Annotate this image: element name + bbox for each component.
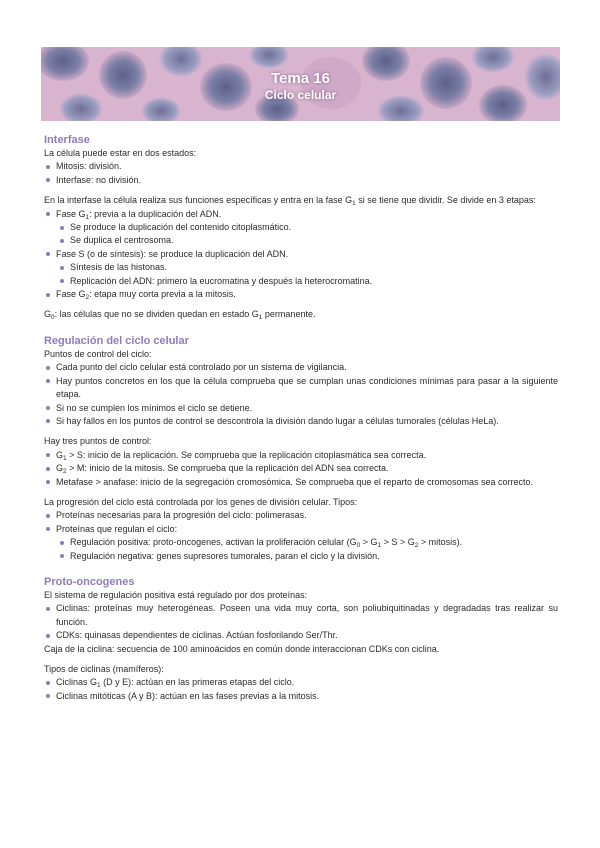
- document-subtitle: Ciclo celular: [264, 88, 337, 102]
- section-heading-regulacion: Regulación del ciclo celular: [44, 334, 189, 347]
- list-item: Si hay fallos en los puntos de control se descontrola la división dando lugar a células tumorales (células HeLa).: [44, 415, 558, 428]
- list-item: Fase $G_1$: previa a la duplicación del ADN. Se produce la duplicación del contenido citoplasmático. Se duplica el centrosoma.: [44, 208, 558, 248]
- paragraph: En la interfase la célula realiza sus funciones específicas y entra en la fase $G_1$ si se tiene que dividir. Se divide en 3 etapas:: [44, 195, 536, 208]
- paragraph: Hay tres puntos de control:: [44, 436, 152, 447]
- section-heading-interfase: Interfase: [44, 134, 90, 146]
- list-item: Regulación negativa: genes supresores tumorales, paran el ciclo y la división.: [58, 550, 558, 563]
- list-item: Fase $G_2$: etapa muy corta previa a la mitosis.: [44, 288, 558, 301]
- document-body: [44, 133, 558, 703]
- sub-bullet-list: [58, 221, 558, 248]
- header-banner: [41, 47, 560, 121]
- bullet-list: [44, 602, 558, 642]
- list-item: Se duplica el centrosoma.: [58, 234, 558, 247]
- paragraph: La célula puede estar en dos estados:: [44, 148, 197, 158]
- sub-bullet-list: [58, 261, 558, 288]
- list-item: CDKs: quinasas dependientes de ciclinas. Actúan fosforilando Ser/Thr.: [44, 629, 558, 642]
- list-item: Se produce la duplicación del contenido citoplasmático.: [58, 221, 558, 234]
- bullet-list: [44, 160, 558, 187]
- list-item: Cada punto del ciclo celular está controlado por un sistema de vigilancia.: [44, 361, 558, 374]
- list-item: Interfase: no división.: [44, 174, 558, 187]
- list-item: Fase S (o de síntesis): se produce la duplicación del ADN. Síntesis de las histonas. Replicación del ADN: primero la eucromatina y después la heterocromatina.: [44, 248, 558, 288]
- list-item: Metafase > anafase: inicio de la segregación cromosómica. Se comprueba que el reparto de cromosomas sea correcto.: [44, 476, 558, 489]
- bullet-list: [44, 509, 558, 563]
- list-item: Síntesis de las histonas.: [58, 261, 558, 274]
- list-item: $G_1 > S$: inicio de la replicación. Se comprueba que la replicación citoplasmática sea correcta.: [44, 449, 558, 462]
- paragraph: El sistema de regulación positiva está regulado por dos proteínas:: [44, 589, 308, 600]
- list-item: Replicación del ADN: primero la eucromatina y después la heterocromatina.: [58, 275, 558, 288]
- list-item: $G_2 > M$: inicio de la mitosis. Se comprueba que la replicación del ADN sea correcta.: [44, 462, 558, 475]
- paragraph: Puntos de control del ciclo:: [44, 348, 152, 359]
- list-item: Regulación positiva: proto-oncogenes, activan la proliferación celular ($G_0 > G_1 > S > G_2$ > mitosis).: [58, 536, 558, 549]
- list-item: Proteínas necesarias para la progresión del ciclo: polimerasas.: [44, 509, 558, 522]
- list-item: Ciclinas $G_1$ (D y E): actúan en las primeras etapas del ciclo.: [44, 676, 558, 689]
- list-item: Ciclinas: proteínas muy heterogéneas. Poseen una vida muy corta, son poliubiquitinadas y degradadas tras realizar su función.: [44, 602, 558, 629]
- bullet-list: [44, 361, 558, 428]
- sub-bullet-list: [58, 536, 558, 563]
- bullet-list: [44, 208, 558, 302]
- paragraph: Tipos de ciclinas (mamíferos):: [44, 664, 164, 674]
- list-item: Proteínas que regulan el ciclo: Regulación positiva: proto-oncogenes, activan la proliferación celular ($G_0 > G_1 > S > G_2$ > mitosis). Regulación negativa: genes supresores tumorales, paran el ciclo y la división.: [44, 523, 558, 563]
- paragraph: $G_0$: las células que no se dividen quedan en estado $G_1$ permanente.: [44, 309, 316, 322]
- list-item: Hay puntos concretos en los que la célula comprueba que se cumplan unas condiciones mínimas para pasar a la siguiente etapa.: [44, 375, 558, 402]
- bullet-list: [44, 676, 558, 703]
- list-item: Ciclinas mitóticas (A y B): actúan en las fases previas a la mitosis.: [44, 690, 558, 703]
- bullet-list: [44, 449, 558, 489]
- paragraph: La progresión del ciclo está controlada por los genes de división celular. Tipos:: [44, 496, 358, 507]
- list-item: Mitosis: división.: [44, 160, 558, 173]
- paragraph: Caja de la ciclina: secuencia de 100 aminoácidos en común donde interaccionan CDKs con ciclina.: [44, 643, 440, 654]
- document-title: Tema 16: [271, 70, 330, 87]
- section-heading-proto-oncogenes: Proto-oncogenes: [44, 575, 135, 588]
- list-item: Si no se cumplen los mínimos el ciclo se detiene.: [44, 402, 558, 415]
